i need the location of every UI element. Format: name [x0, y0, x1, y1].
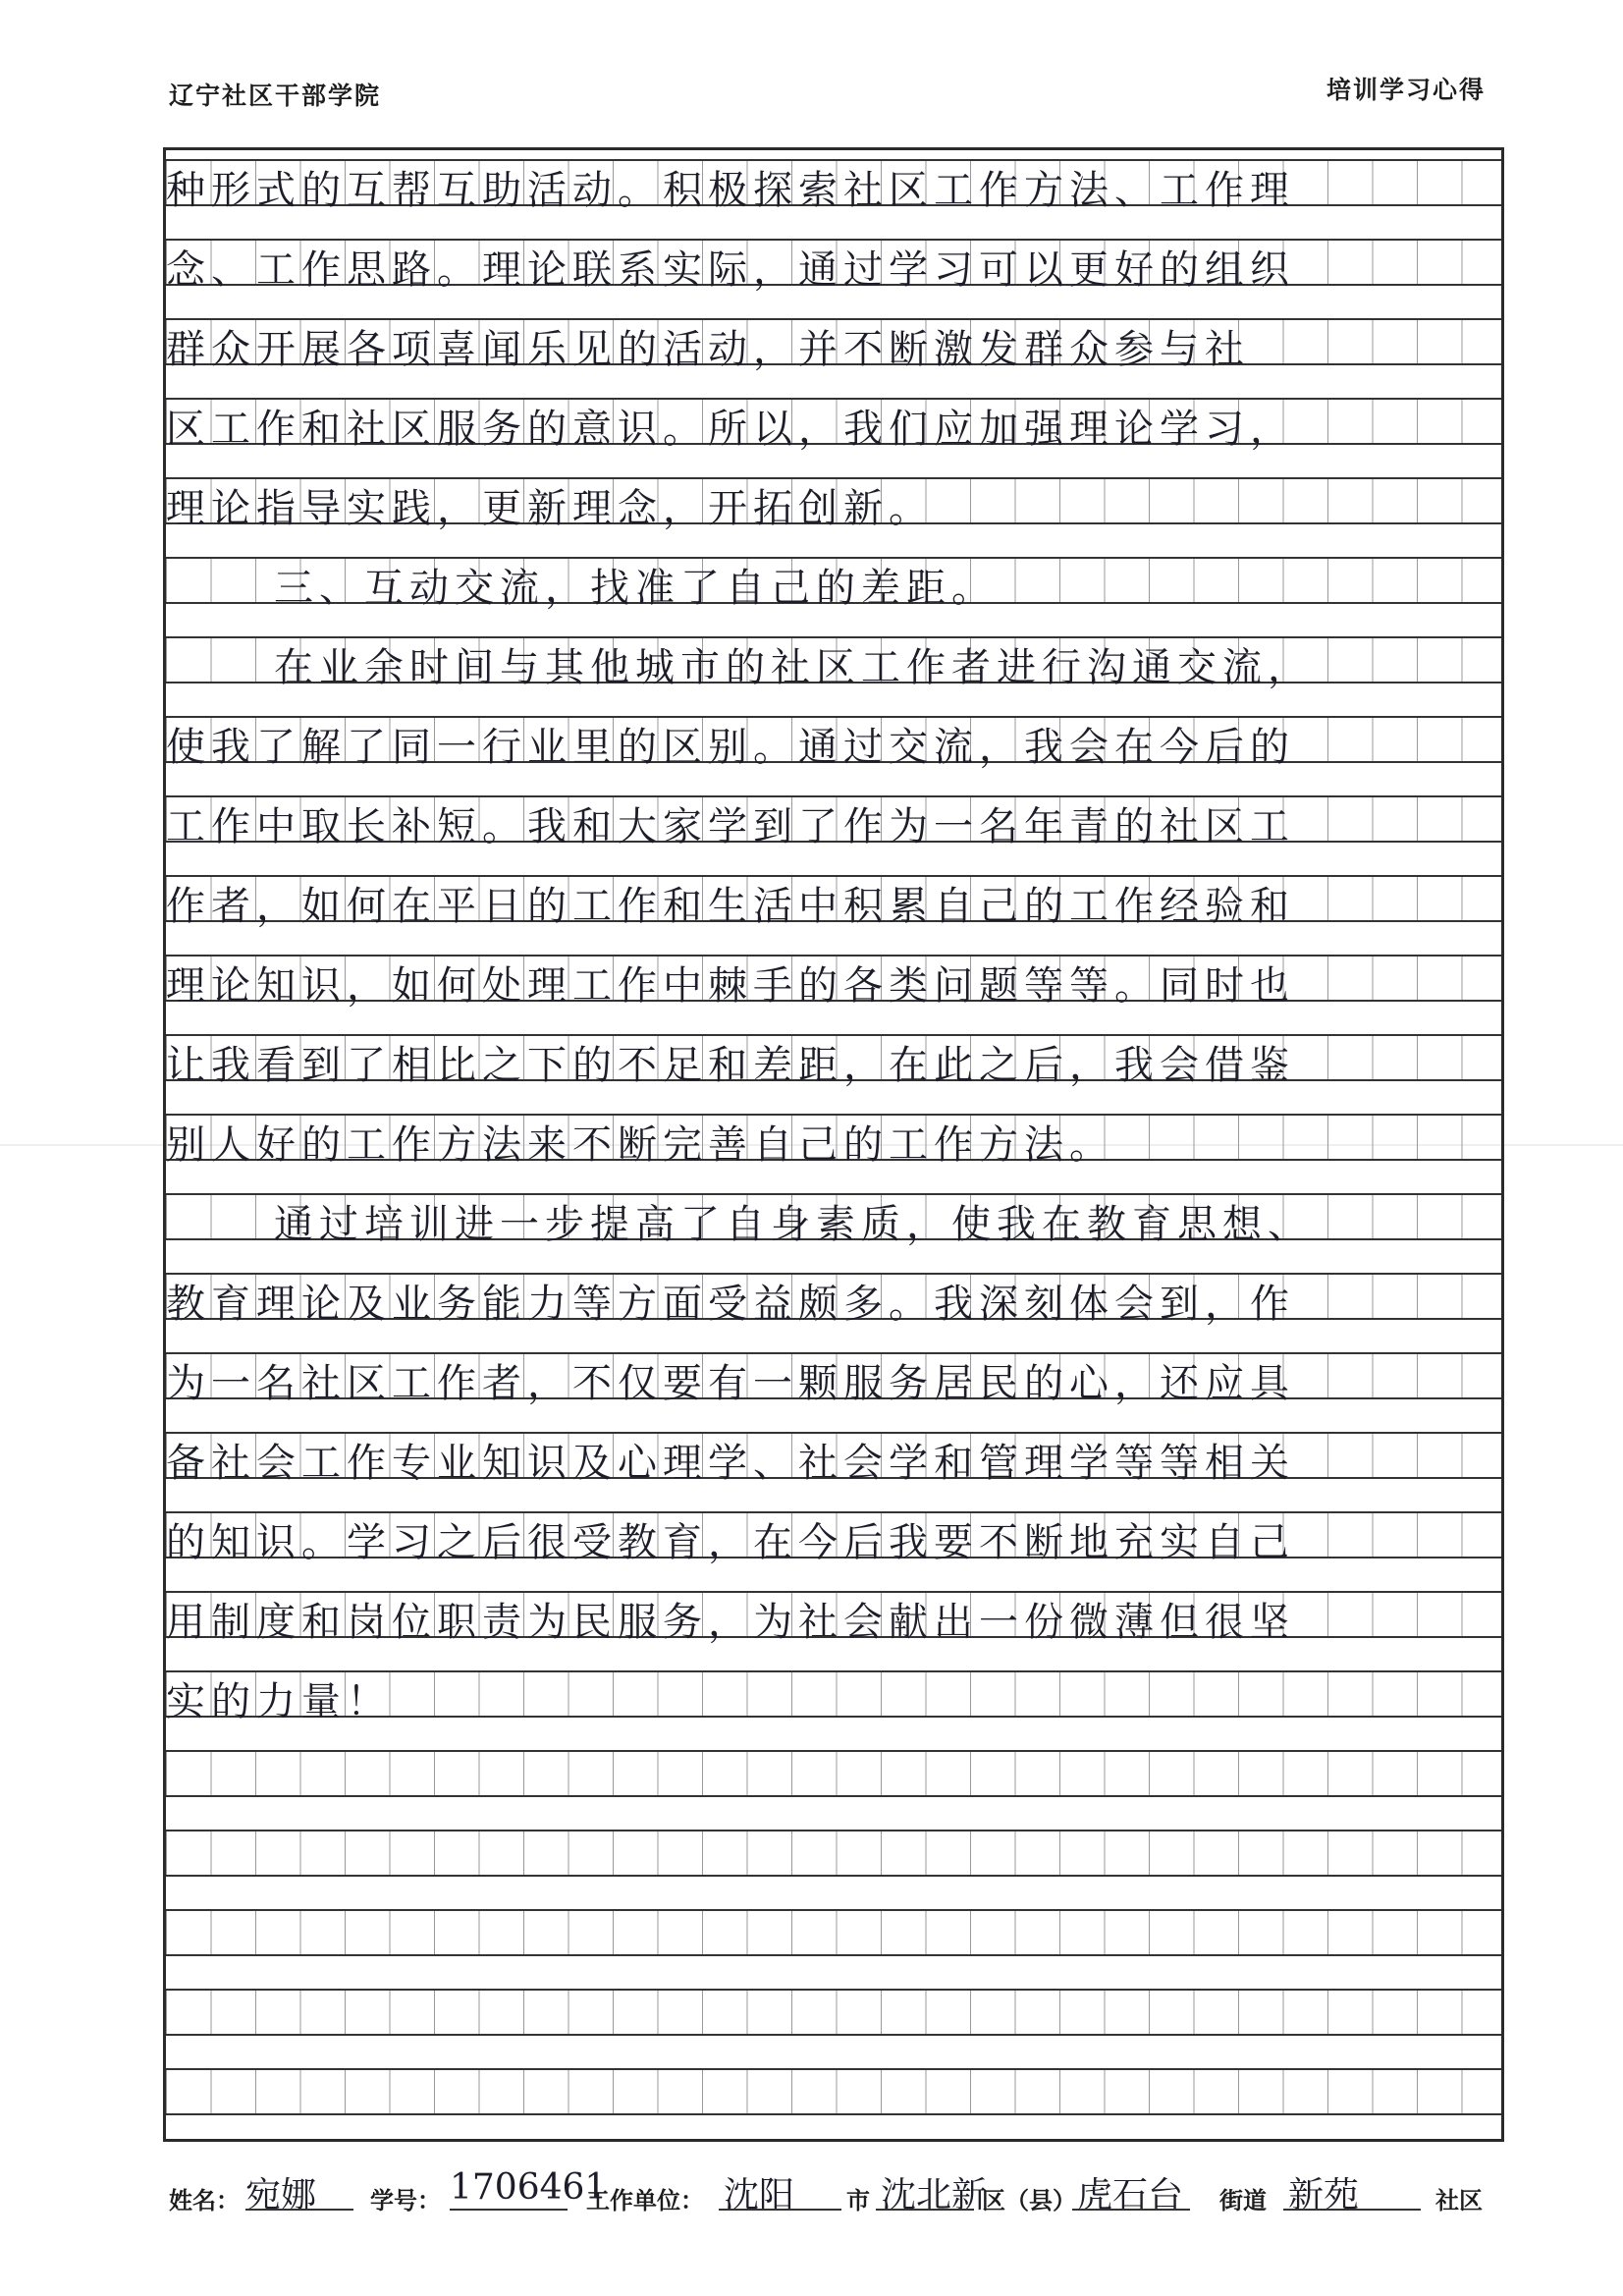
handwritten-line: 区工作和社区服务的意识。所以，我们应加强理论学习，	[166, 407, 1295, 452]
handwritten-line: 使我了解了同一行业里的区别。通过交流，我会在今后的	[166, 725, 1295, 770]
grid-row	[166, 318, 1501, 372]
grid-row	[166, 1909, 1501, 1956]
grid-row	[166, 636, 1501, 690]
institution-name: 辽宁社区干部学院	[169, 82, 382, 110]
subdistrict-underline	[1072, 2209, 1190, 2211]
grid-row	[166, 2068, 1501, 2115]
student-no-label: 学号：	[370, 2186, 441, 2214]
grid-row	[166, 1511, 1501, 1565]
grid-row	[166, 1193, 1501, 1247]
grid-row	[166, 795, 1501, 849]
section-heading: 三、互动交流，找准了自己的差距。	[274, 566, 997, 611]
grid-row	[166, 1273, 1501, 1327]
city-value: 沈阳	[724, 2175, 795, 2215]
grid-row	[166, 1591, 1501, 1645]
name-value: 宛娜	[245, 2175, 317, 2215]
grid-row	[166, 1989, 1501, 2036]
handwritten-line: 通过培训进一步提高了自身素质，使我在教育思想、	[274, 1202, 1313, 1247]
handwritten-line: 作者，如何在平日的工作和生活中积累自己的工作经验和	[166, 884, 1295, 929]
grid-row	[166, 398, 1501, 452]
handwritten-line: 的知识。学习之后很受教育，在今后我要不断地充实自己	[166, 1520, 1295, 1565]
handwritten-line: 实的力量！	[166, 1679, 392, 1724]
grid-row	[166, 875, 1501, 929]
handwritten-line: 为一名社区工作者，不仅要有一颗服务居民的心，还应具	[166, 1361, 1295, 1406]
city-label: 市	[846, 2186, 870, 2214]
district-value: 沈北新	[881, 2175, 988, 2215]
grid-row	[166, 716, 1501, 770]
grid-row	[166, 1034, 1501, 1088]
writing-grid	[163, 147, 1504, 2142]
street-label: 街道	[1219, 2186, 1267, 2214]
grid-row	[166, 557, 1501, 611]
handwritten-line: 别人好的工作方法来不断完善自己的工作方法。	[166, 1122, 1114, 1168]
handwritten-line: 教育理论及业务能力等方面受益颇多。我深刻体会到，作	[166, 1282, 1295, 1327]
student-no-value: 1706461	[450, 2167, 608, 2208]
grid-row	[166, 477, 1501, 531]
grid-row	[166, 1114, 1501, 1168]
grid-row	[166, 1750, 1501, 1797]
city-underline	[719, 2209, 841, 2211]
handwritten-line: 工作中取长补短。我和大家学到了作为一名年青的社区工	[166, 804, 1295, 849]
grid-row	[166, 1432, 1501, 1486]
handwritten-line: 念、工作思路。理论联系实际，通过学习可以更好的组织	[166, 247, 1295, 293]
community-label: 社区	[1435, 2186, 1483, 2214]
district-underline	[876, 2209, 974, 2211]
community-underline	[1283, 2209, 1421, 2211]
grid-row	[166, 955, 1501, 1009]
handwritten-line: 理论知识，如何处理工作中棘手的各类问题等等。同时也	[166, 963, 1295, 1009]
district-label: 区（县）	[982, 2186, 1076, 2214]
student-no-underline	[450, 2209, 568, 2211]
handwritten-line: 让我看到了相比之下的不足和差距，在此之后，我会借鉴	[166, 1043, 1295, 1088]
name-label: 姓名：	[169, 2186, 240, 2214]
author-info-footer	[169, 2167, 1504, 2216]
grid-row	[166, 1670, 1501, 1724]
handwritten-line: 在业余时间与其他城市的社区工作者进行沟通交流，	[274, 645, 1313, 690]
handwritten-line: 种形式的互帮互助活动。积极探索社区工作方法、工作理	[166, 168, 1295, 213]
grid-row	[166, 239, 1501, 293]
handwritten-line: 用制度和岗位职责为民服务，为社会献出一份微薄但很坚	[166, 1600, 1295, 1645]
grid-row	[166, 1352, 1501, 1406]
name-underline	[245, 2209, 353, 2211]
handwritten-line: 群众开展各项喜闻乐见的活动，并不断激发群众参与社	[166, 327, 1250, 372]
handwritten-line: 理论指导实践，更新理念，开拓创新。	[166, 486, 934, 531]
handwritten-line: 备社会工作专业知识及心理学、社会学和管理学等等相关	[166, 1441, 1295, 1486]
subdistrict-value: 虎石台	[1077, 2175, 1184, 2215]
work-unit-label: 工作单位：	[586, 2186, 704, 2214]
grid-row	[166, 159, 1501, 213]
community-value: 新苑	[1288, 2175, 1360, 2215]
grid-row	[166, 1830, 1501, 1877]
document-type: 培训学习心得	[1325, 76, 1486, 104]
